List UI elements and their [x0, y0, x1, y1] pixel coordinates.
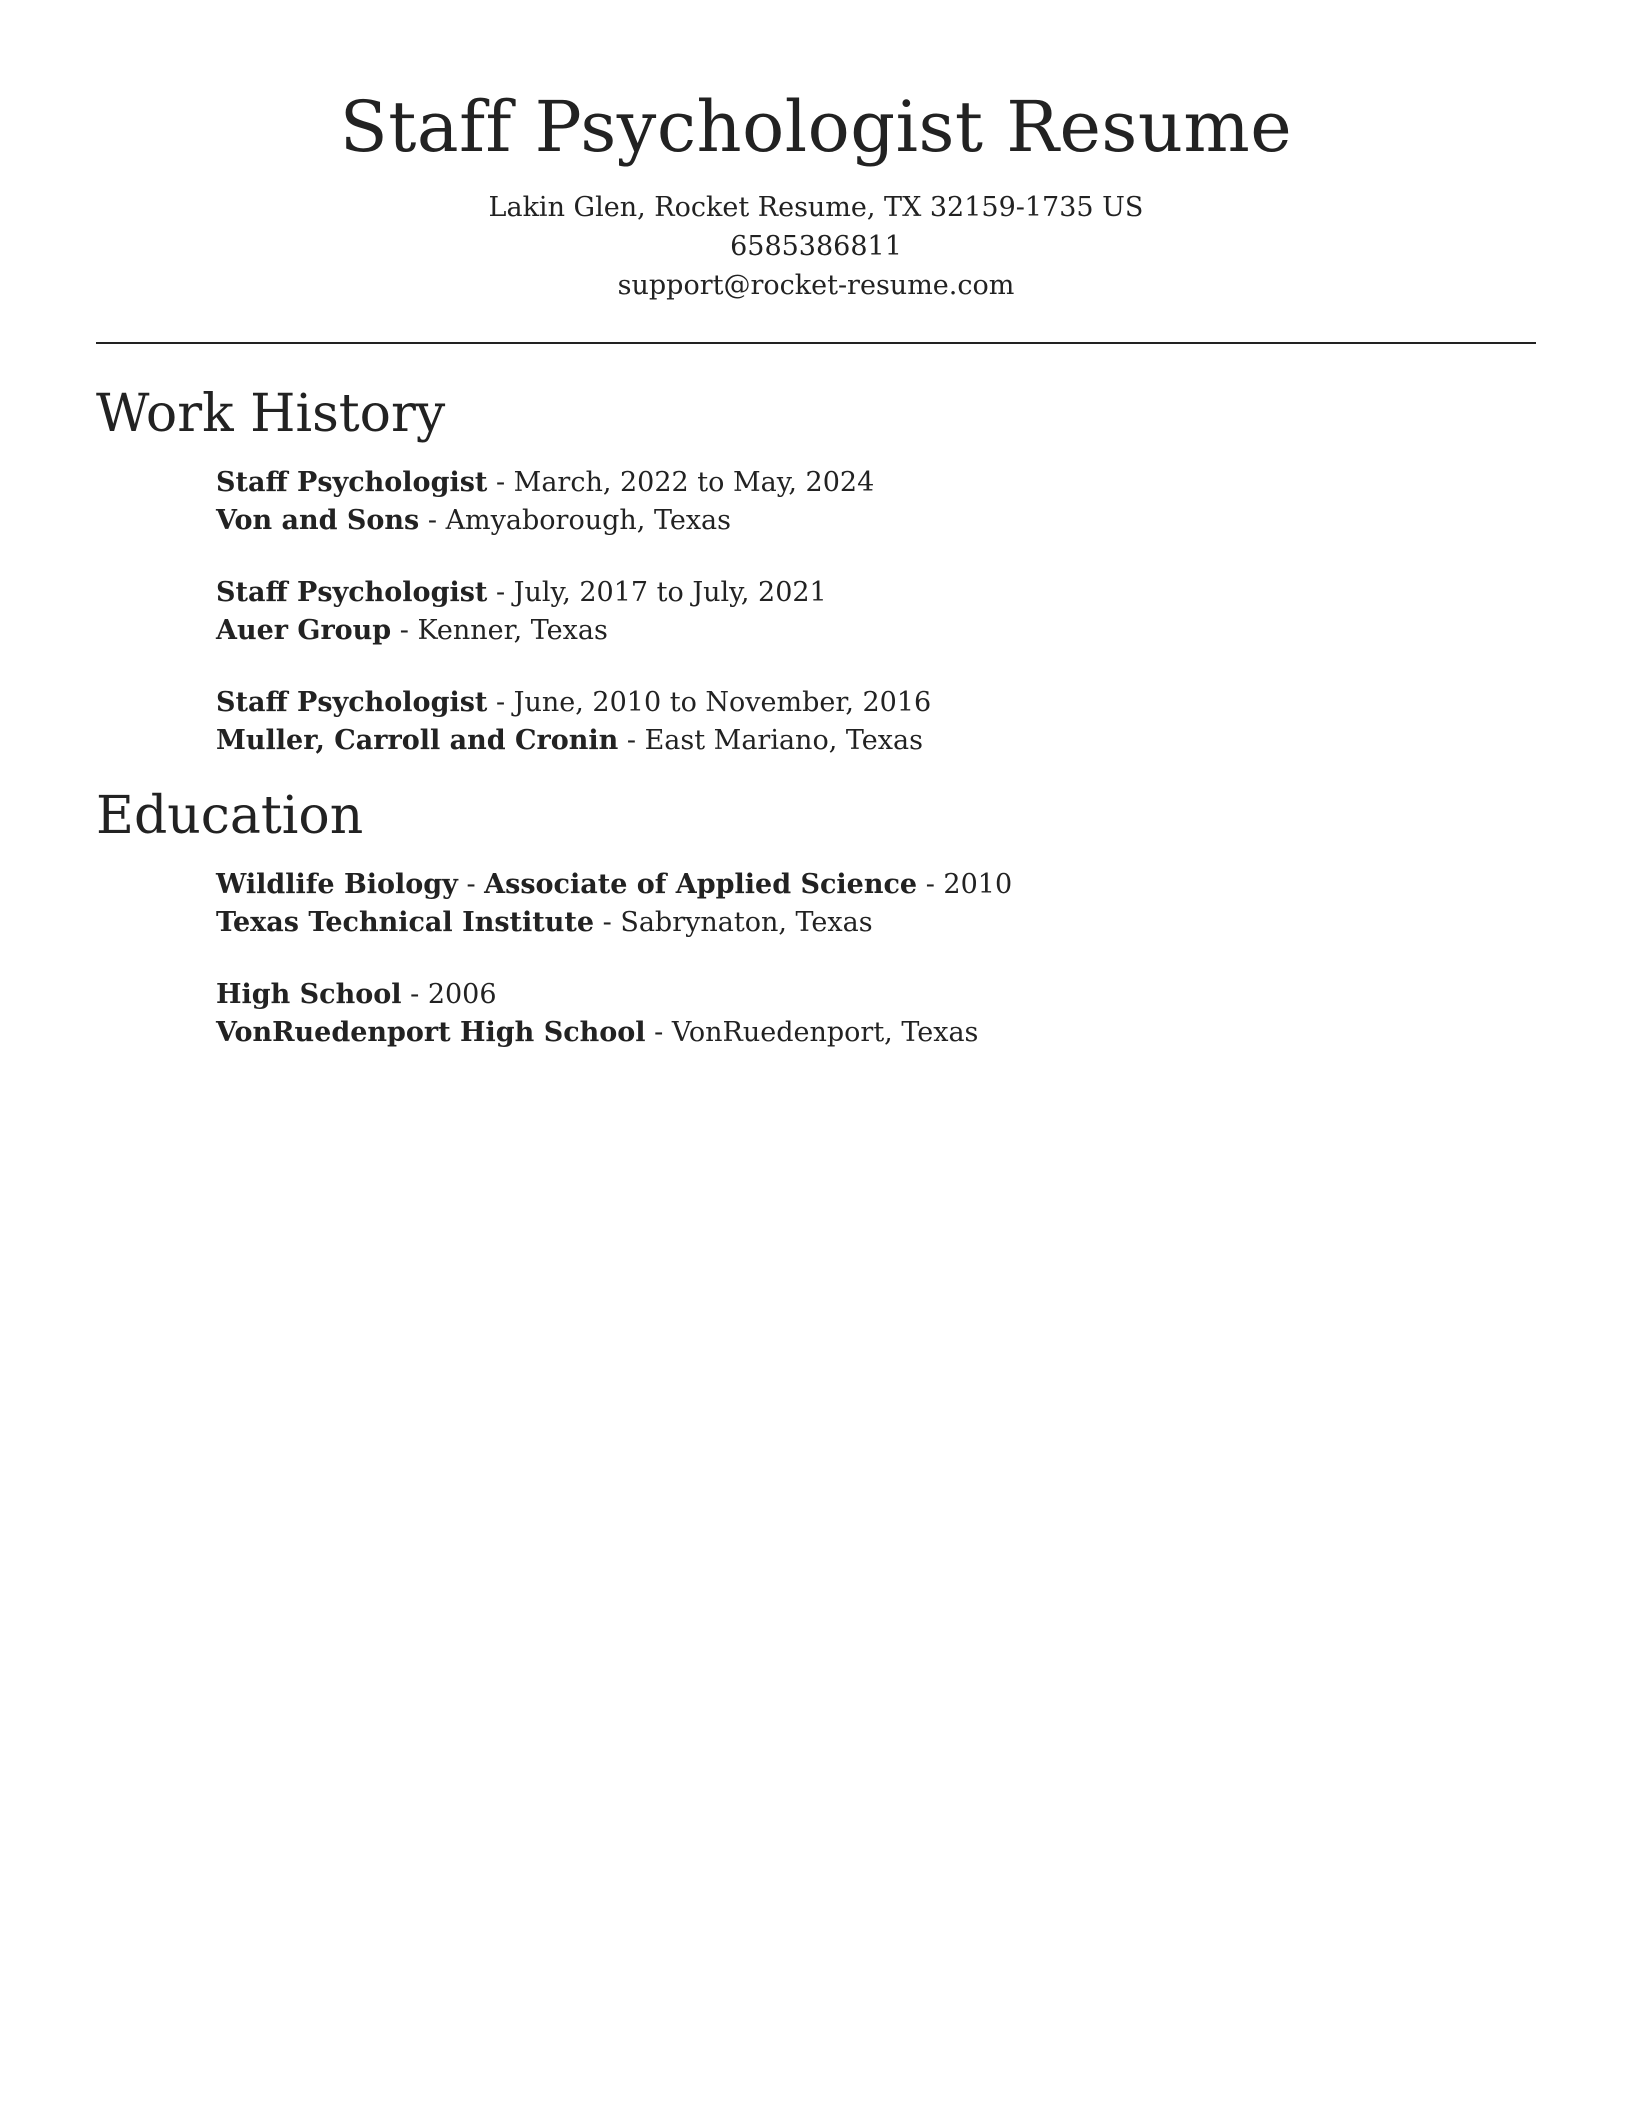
education-entry [216, 866, 1536, 942]
separator: - [487, 577, 514, 608]
education-section [96, 784, 1536, 1086]
work-entry-company-row [216, 722, 1536, 760]
job-dates: July, 2017 to July, 2021 [513, 577, 827, 608]
header-divider [96, 342, 1536, 344]
section-heading-work-history: Work History [96, 384, 446, 444]
job-title: Staff Psychologist [216, 687, 488, 718]
separator: - [917, 869, 944, 900]
work-entry-title-row [216, 574, 1536, 612]
education-degree: Associate of Applied Science [484, 869, 918, 900]
education-year: 2010 [943, 869, 1013, 900]
school-location: VonRuedenport, Texas [671, 1017, 979, 1048]
work-entry [216, 684, 1536, 760]
company-name: Muller, Carroll and Cronin [216, 725, 619, 756]
work-entry-company-row [216, 502, 1536, 540]
separator: - [645, 1017, 672, 1048]
contact-address: Lakin Glen, Rocket Resume, TX 32159-1735 US [488, 192, 1144, 223]
separator: - [419, 505, 446, 536]
education-entry-title-row [216, 866, 1536, 904]
contact-email: support@rocket-resume.com [617, 270, 1015, 301]
company-location: East Mariano, Texas [644, 725, 923, 756]
education-entry [216, 976, 1536, 1052]
company-name: Von and Sons [216, 505, 420, 536]
separator: - [487, 467, 514, 498]
work-entry-title-row [216, 464, 1536, 502]
separator: - [391, 615, 418, 646]
work-history-list [216, 464, 1536, 760]
company-name: Auer Group [216, 615, 392, 646]
company-location: Kenner, Texas [417, 615, 608, 646]
separator: - [487, 687, 514, 718]
separator: - [594, 907, 621, 938]
job-dates: March, 2022 to May, 2024 [513, 467, 875, 498]
work-entry [216, 574, 1536, 650]
resume-header [0, 82, 1632, 305]
job-title: Staff Psychologist [216, 577, 488, 608]
job-dates: June, 2010 to November, 2016 [513, 687, 932, 718]
company-location: Amyaborough, Texas [445, 505, 732, 536]
separator: - [618, 725, 645, 756]
education-list [216, 866, 1536, 1052]
work-entry [216, 464, 1536, 540]
work-entry-company-row [216, 612, 1536, 650]
section-heading-education: Education [96, 786, 364, 846]
school-location: Sabrynaton, Texas [620, 907, 873, 938]
education-entry-school-row [216, 1014, 1536, 1052]
school-name: Texas Technical Institute [216, 907, 595, 938]
education-year: 2006 [427, 979, 497, 1010]
school-name: VonRuedenport High School [216, 1017, 646, 1048]
education-field: High School [216, 979, 402, 1010]
separator: - [401, 979, 428, 1010]
work-history-section [96, 382, 1536, 794]
education-entry-title-row [216, 976, 1536, 1014]
education-field: Wildlife Biology [216, 869, 458, 900]
page-title: Staff Psychologist Resume [339, 86, 1293, 168]
contact-info [0, 188, 1632, 305]
work-entry-title-row [216, 684, 1536, 722]
education-entry-school-row [216, 904, 1536, 942]
separator: - [457, 869, 485, 900]
job-title: Staff Psychologist [216, 467, 488, 498]
contact-phone: 6585386811 [730, 231, 902, 262]
